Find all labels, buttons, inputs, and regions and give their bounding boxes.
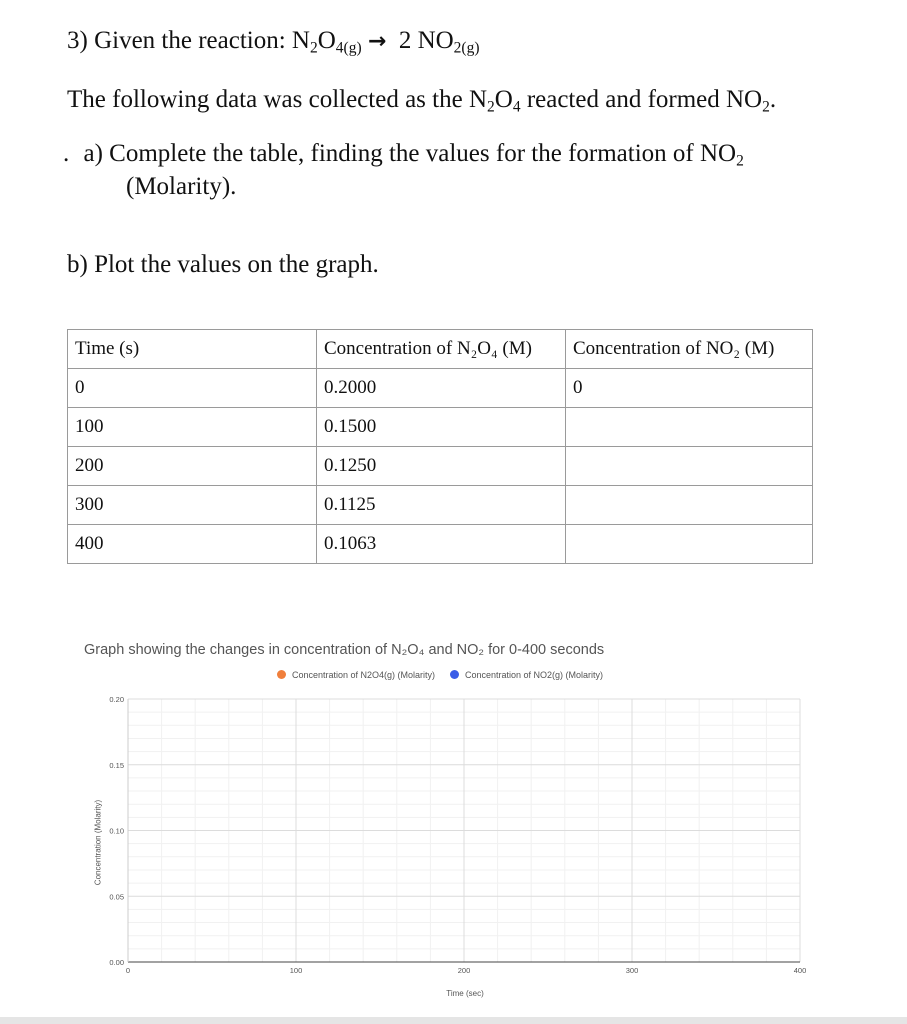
data-line-mid: reacted and formed NO [526,86,763,113]
part-a-bullet: . [63,140,70,167]
cell-n2o4: 0.1250 [317,447,566,486]
reactant-state: 4(g) [335,39,362,57]
header-n2o4: Concentration of N₂O₄ (M) [317,330,566,369]
y-tick-label: 0.15 [109,760,124,770]
reactant-o: O [317,27,336,54]
product-state: 2(g) [453,39,480,57]
cell-no2[interactable]: 0 [566,369,813,408]
y-tick-label: 0.00 [109,958,124,967]
header-no2: Concentration of NO₂ (M) [566,330,813,369]
cell-n2o4: 0.1125 [317,486,566,525]
chart-title: Graph showing the changes in concentration of N₂O₄ and NO₂ for 0-400 seconds [84,642,605,658]
header-time: Time (s) [68,330,317,369]
cell-n2o4: 0.2000 [317,369,566,408]
cell-time: 0 [68,369,317,408]
cell-n2o4: 0.1063 [317,525,566,564]
cell-time: 200 [68,447,317,486]
part-a: . a) Complete the table, finding the values for the formation of $NO_2$ [63,140,744,170]
part-a-line2: (Molarity). [126,173,237,200]
x-axis-title: Time (sec) [446,989,484,998]
x-tick-label: 300 [625,966,639,975]
y-tick-label: 0.10 [109,826,124,836]
part-a-text: a) Complete the table, finding the values for the formation of NO [83,140,737,167]
data-line-start: The following data was collected as the N [67,86,487,113]
legend-label-n2o4: Concentration of N2O4(g) (Molarity) [292,670,436,680]
cell-n2o4: 0.1500 [317,408,566,447]
cell-time: 100 [68,408,317,447]
data-description: The following data was collected as the $N_2O_4$ reacted and formed $NO_2$. [67,86,777,116]
question-number: 3) [67,27,88,54]
cell-time: 300 [68,486,317,525]
reaction-intro: Given the reaction: N [94,27,310,54]
legend-label-no2: Concentration of NO2(g) (Molarity) [465,670,604,680]
reactant-subscript: 2 [309,39,318,57]
x-tick-label: 200 [457,966,471,975]
bottom-scroll-edge [0,1017,907,1024]
reaction-arrow: → [367,29,387,54]
product: 2 NO [398,27,454,54]
x-tick-label: 100 [289,966,303,975]
y-tick-label: 0.20 [109,695,124,704]
cell-time: 400 [68,525,317,564]
y-tick-label: 0.05 [109,892,124,902]
y-axis-title: Concentration (Molarity) [93,799,103,886]
x-tick-label: 400 [793,966,807,975]
part-b: b) Plot the values on the graph. [67,251,379,278]
x-tick-label: 0 [125,966,131,975]
